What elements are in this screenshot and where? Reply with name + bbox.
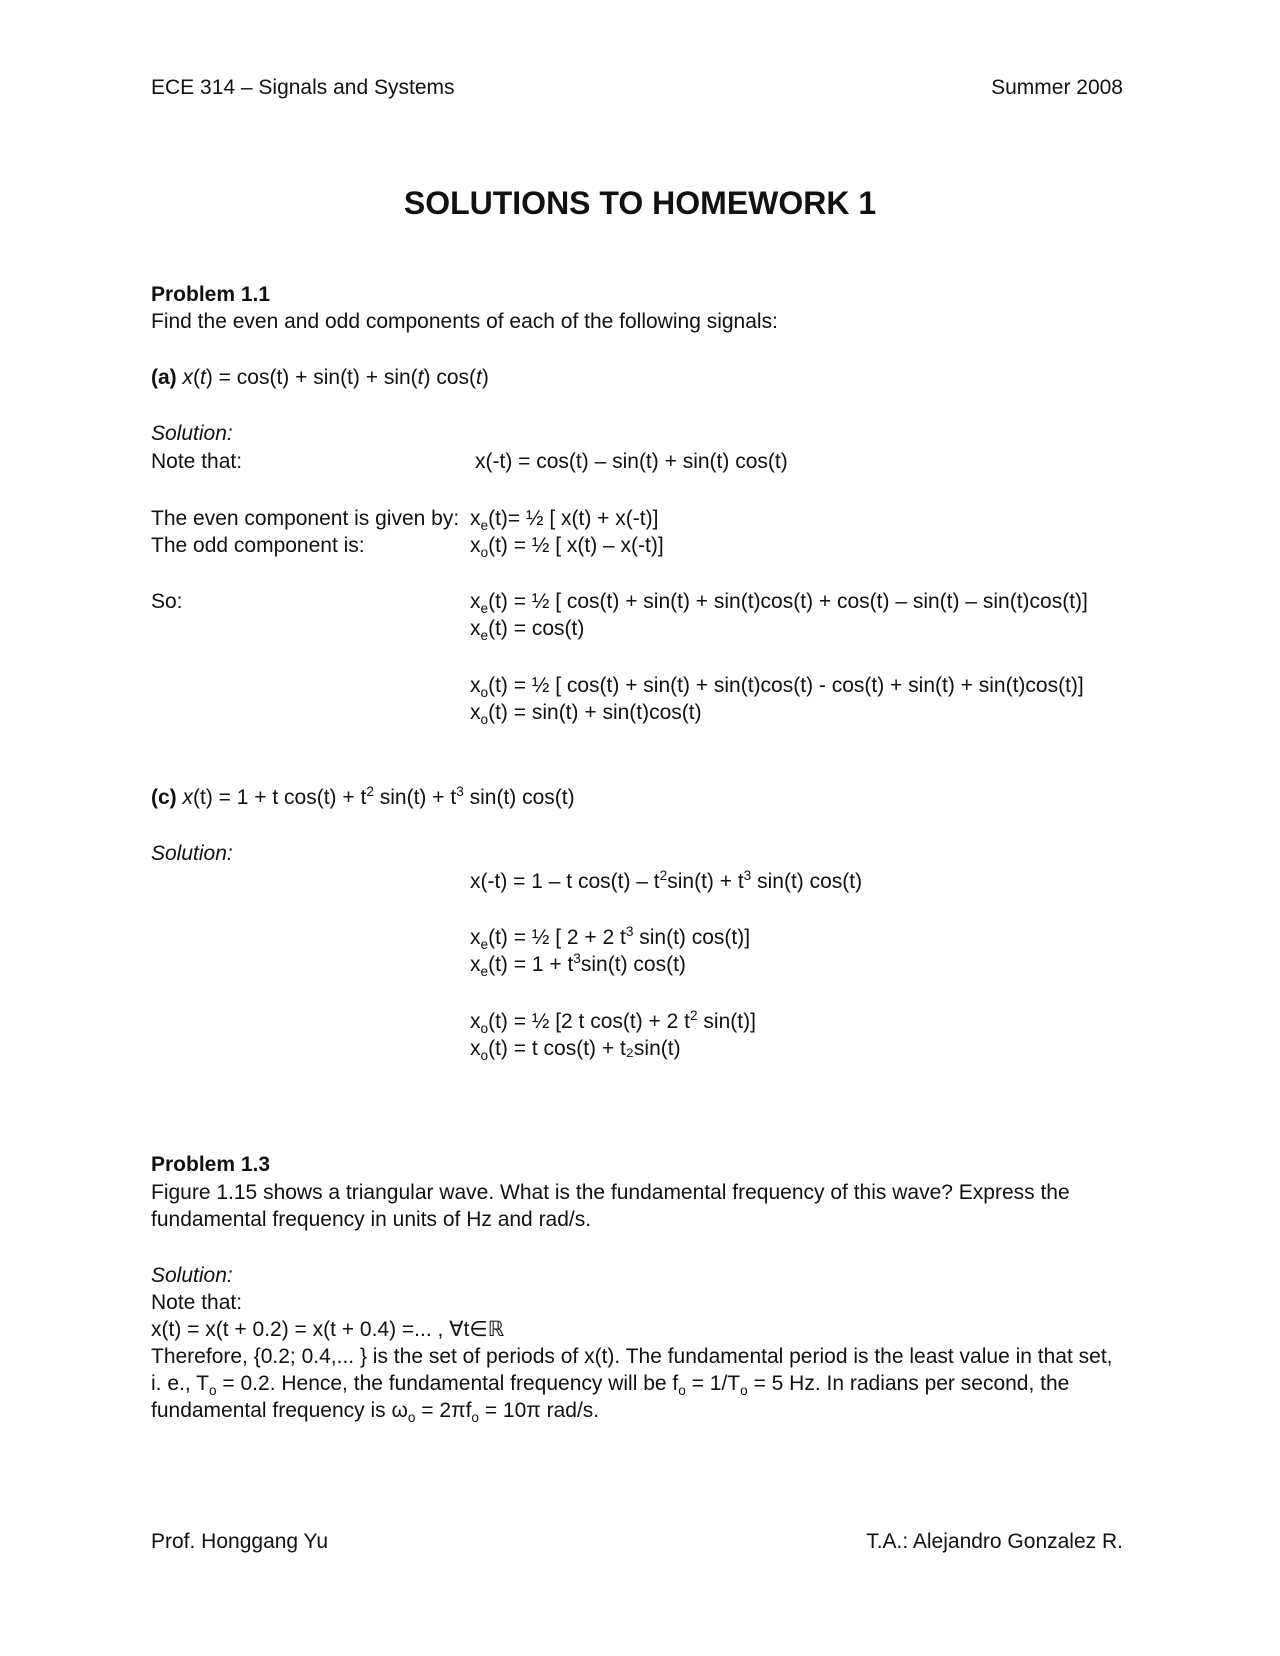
problem-1-3-solution-label: Solution: bbox=[151, 1264, 233, 1287]
part-a-solution-label: Solution: bbox=[151, 422, 233, 445]
so-label: So: bbox=[151, 590, 183, 613]
therefore-line2: i. e., $T_o = 0.2$. Hence, the fundamental frequency will be $f_o = 1/T_o = 5$ Hz. In radians per second, the bbox=[151, 1372, 1070, 1399]
part-c-solution-label: Solution: bbox=[151, 842, 233, 865]
part-a-note: Note that: bbox=[151, 450, 243, 473]
problem-1-1-heading: Problem 1.1 bbox=[151, 283, 271, 306]
problem-1-3-note: Note that: bbox=[151, 1291, 243, 1314]
part-c-odd-1: $x_o(t)$ = ½ [2 t cos(t) + 2 $t^2$ sin(t)] bbox=[470, 1008, 756, 1037]
even-definition: $x_e(t)=$ ½ [ x(t) + x(-t)] bbox=[470, 507, 659, 534]
part-c-even-2: $x_e(t) = 1 + t^3\sin(t)$ cos(t) bbox=[470, 951, 686, 980]
page-title: SOLUTIONS TO HOMEWORK 1 bbox=[403, 185, 877, 221]
therefore-line1: Therefore, {0.2; 0.4,... } is the set of periods of x(t). The fundamental period is the least value in that set, bbox=[151, 1345, 1113, 1368]
odd-definition: $x_o(t)$ = ½ [ x(t) – x(-t)] bbox=[470, 534, 664, 561]
part-a-equation: (a) x(t) = cos(t) + sin(t) + sin(t) cos(t) bbox=[151, 366, 489, 389]
problem-1-3-heading: Problem 1.3 bbox=[151, 1153, 271, 1176]
odd-component-desc: The odd component is: bbox=[151, 534, 365, 557]
even-expansion-2: $x_e(t) = \cos(t)$ bbox=[470, 617, 585, 644]
even-component-desc: The even component is given by: bbox=[151, 507, 460, 530]
problem-1-3-statement-line2: fundamental frequency in units of Hz and rad/s. bbox=[151, 1208, 592, 1231]
course-header: ECE 314 – Signals and Systems bbox=[151, 76, 455, 99]
part-a-x-neg: x(-t) = cos(t) – sin(t) + sin(t) cos(t) bbox=[475, 450, 788, 473]
odd-expansion-1: $x_o(t)$ = ½ [ cos(t) + sin(t) + sin(t)cos(t) - cos(t) + sin(t) + sin(t)cos(t)] bbox=[470, 674, 1084, 701]
part-c-odd-2: $x_o(t) = t$ cos(t) + t₂sin(t) bbox=[470, 1037, 681, 1064]
footer-ta: T.A.: Alejandro Gonzalez R. bbox=[866, 1530, 1123, 1553]
therefore-line3: fundamental frequency is $\omega_o = 2\pi f_o = 10\pi$ rad/s. bbox=[151, 1399, 600, 1426]
part-c-x-neg: x(-t) = 1 – t $\cos(t) - t^2\sin(t) + t^3$ sin(t) cos(t) bbox=[470, 868, 863, 893]
periodicity-equation: x(t) = x(t + 0.2) = x(t + 0.4) =... , ∀t∈ℝ bbox=[151, 1318, 505, 1341]
part-c-label: (c) bbox=[151, 786, 177, 809]
problem-1-3-statement-line1: Figure 1.15 shows a triangular wave. What is the fundamental frequency of this wave? Express the bbox=[151, 1181, 1070, 1204]
footer-professor: Prof. Honggang Yu bbox=[151, 1530, 329, 1553]
odd-expansion-2: $x_o(t) = \sin(t) + \sin(t)\cos(t)$ bbox=[470, 701, 702, 728]
term-header: Summer 2008 bbox=[991, 76, 1123, 99]
part-a-label: (a) bbox=[151, 366, 177, 389]
part-c-equation: (c) x(t) = 1 + t $\cos(t) + t^2$ $\sin(t) + t^3$ sin(t) cos(t) bbox=[151, 784, 575, 809]
problem-1-1-statement: Find the even and odd components of each of the following signals: bbox=[151, 310, 778, 333]
part-c-even-1: $x_e(t)$ = ½ [ 2 + 2 $t^3$ sin(t) cos(t)] bbox=[470, 924, 751, 953]
even-expansion-1: $x_e(t)$ = ½ [ cos(t) + sin(t) + sin(t)cos(t) + cos(t) – sin(t) – sin(t)cos(t)] bbox=[470, 590, 1088, 617]
